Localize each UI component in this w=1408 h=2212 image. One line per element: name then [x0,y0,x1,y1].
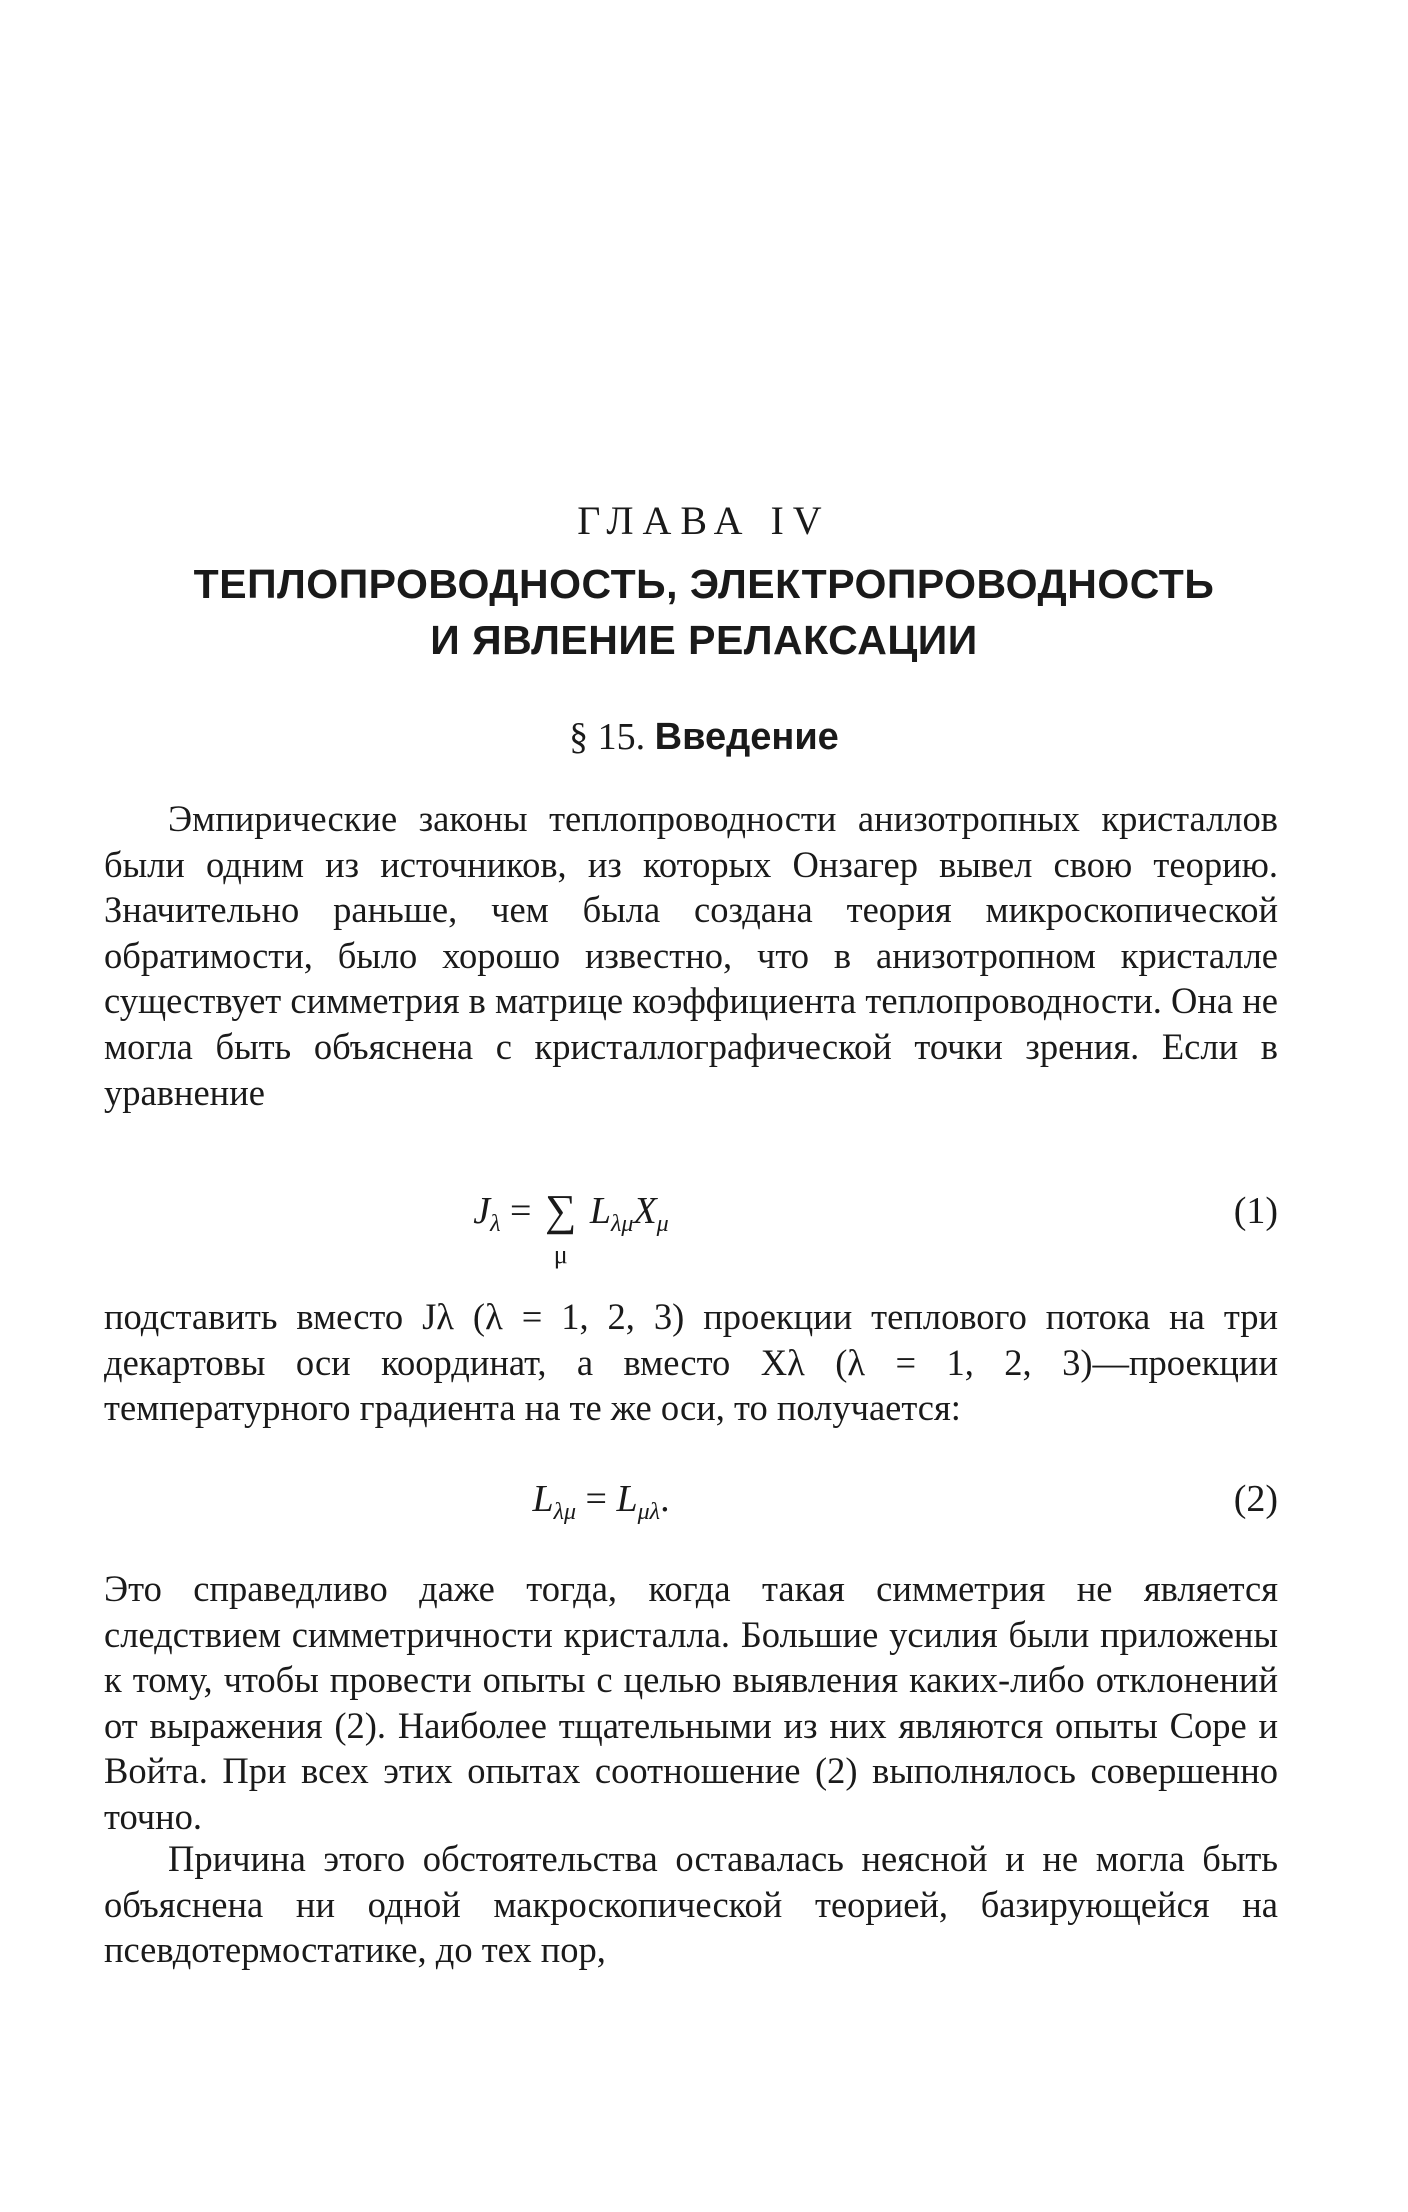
equation-1-number: (1) [1233,1190,1278,1232]
section-title [0,712,1408,762]
eq2-rhs: L [616,1478,638,1520]
chapter-label: ГЛАВА IV [577,498,831,543]
eq1-sum [544,1186,577,1269]
eq1-term2: X [633,1190,657,1232]
eq2-lhs: L [532,1478,554,1520]
eq1-sum-sign: ∑ [544,1186,577,1235]
eq1-term1-sub: λμ [611,1211,634,1237]
equation-1 [104,1186,1278,1269]
section-number: § 15. [569,716,646,758]
chapter-title-line-2: И ЯВЛЕНИЕ РЕЛАКСАЦИИ [430,617,978,663]
paragraph-2: подставить вместо Jλ (λ = 1, 2, 3) проекции теплового потока на три декартовы оси координат, а вместо Xλ (λ = 1, 2, 3)—проекции температурного градиента на те же оси, то получается: [104,1296,1278,1429]
equation-1-formula [0,1186,1158,1269]
section-name: Введение [654,716,839,758]
eq1-lhs: J [473,1190,491,1232]
eq2-equals: = [585,1478,607,1520]
eq2-end: . [660,1478,670,1520]
eq1-term1: L [589,1190,611,1232]
eq2-lhs-sub: λμ [553,1499,577,1525]
paragraph-4: Причина этого обстоятельства оставалась неясной и не могла быть объяснена ни одной макроскопической теорией, базирующейся на псевдотермостатике, до тех пор, [104,1838,1278,1971]
eq1-sum-index: μ [553,1240,568,1269]
chapter-title-line-1: ТЕПЛОПРОВОДНОСТЬ, ЭЛЕКТРОПРОВОДНОСТЬ [193,561,1215,607]
eq1-lhs-sub: λ [490,1211,501,1237]
chapter-title [0,556,1408,668]
eq1-term2-sub: μ [656,1211,669,1237]
equation-2-formula [14,1474,1188,1529]
paragraph-3: Это справедливо даже тогда, когда такая симметрия не является следствием симметричности кристалла. Большие усилия были приложены к тому, чтобы провести опыты с целью выявления каких-либо отклонений от выражения (2). Наиболее тщательными из них являются опыты Соре и Войта. При всех этих опытах соотношение (2) выполнялось совершенно точно. [104,1568,1278,1837]
equation-2 [104,1474,1278,1534]
paragraph-1: Эмпирические законы теплопроводности анизотропных кристаллов были одним из источников, из которых Онзагер вывел свою теорию. Значительно раньше, чем была создана теория микроскопической обратимости, было хорошо известно, что в анизотропном кристалле существует симметрия в матрице коэффициента теплопроводности. Она не могла быть объяснена с кристаллографической точки зрения. Если в уравнение [104,798,1278,1113]
eq1-equals: = [510,1190,532,1232]
equation-2-number: (2) [1233,1478,1278,1520]
eq2-rhs-sub: μλ [637,1499,661,1525]
